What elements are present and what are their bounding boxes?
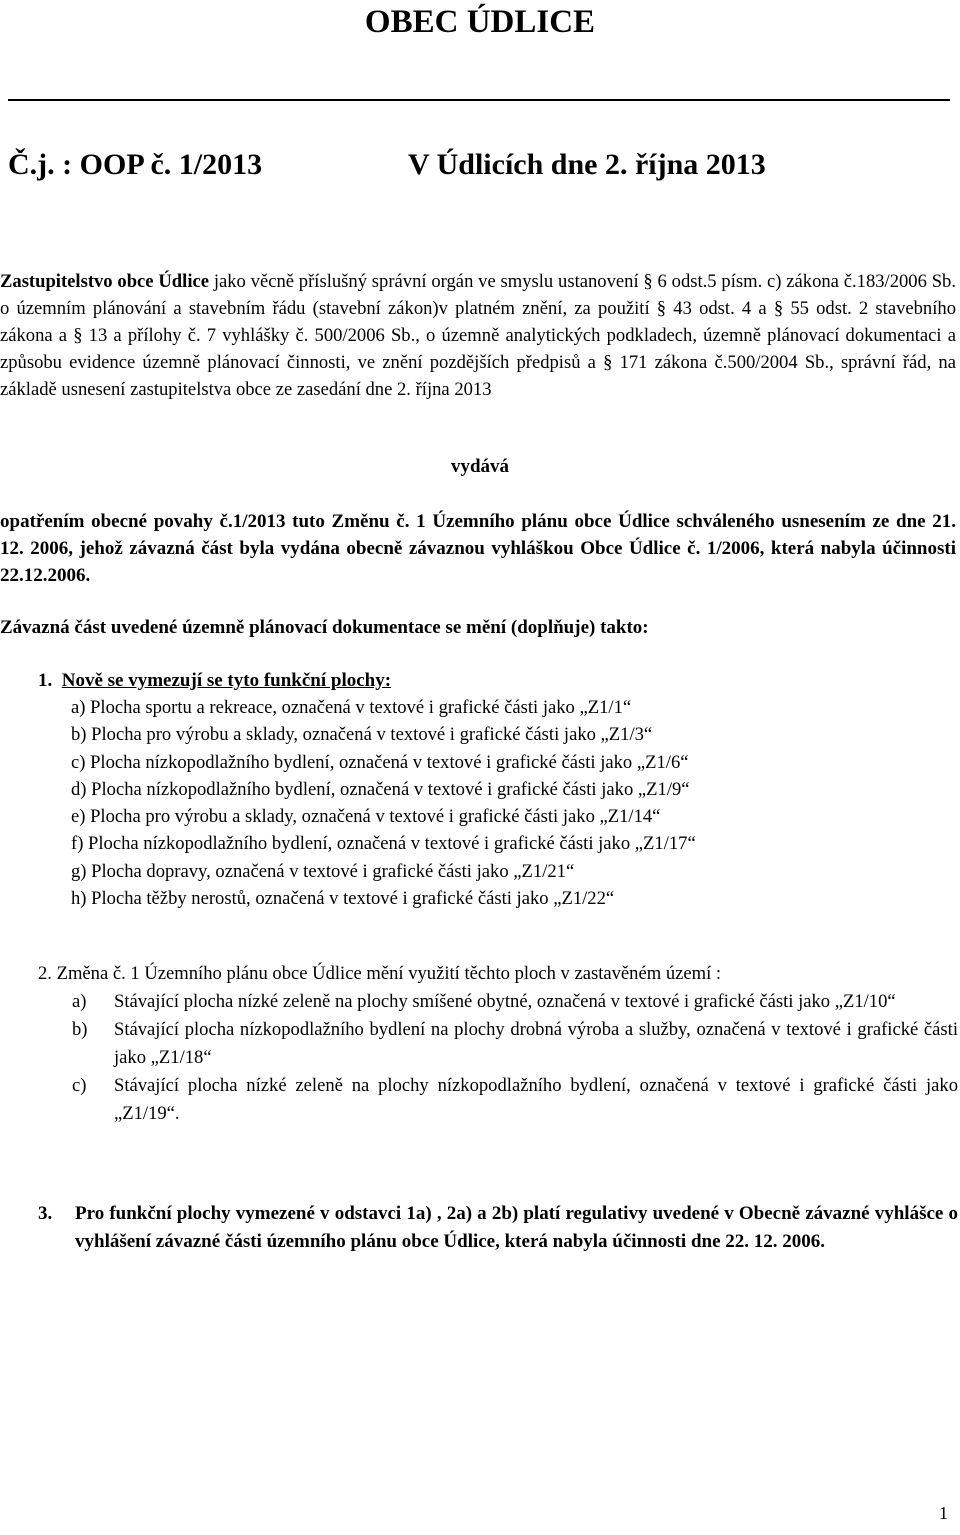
section-3 <box>38 1200 958 1256</box>
list-item-text: Stávající plocha nízké zeleně na plochy nízkopodlažního bydlení, označená v textové i grafické části jako „Z1/19“. <box>114 1075 958 1124</box>
decision-paragraph: opatřením obecné povahy č.1/2013 tuto Změnu č. 1 Územního plánu obce Údlice schváleného usnesením ze dne 21. 12. 2006, jehož závazná část byla vydána obecně závaznou vyhláškou Obce Údlice č. 1/2006, která nabyla účinnosti 22.12.2006. <box>0 511 956 586</box>
section-2-intro: 2. Změna č. 1 Územního plánu obce Údlice mění využití těchto ploch v zastavěném území : <box>38 963 722 984</box>
document-title: OBEC ÚDLICE <box>364 4 596 40</box>
list-item-text: Stávající plocha nízké zeleně na plochy smíšené obytné, označená v textové i grafické části jako „Z1/10“ <box>114 991 896 1012</box>
section-3-text: Pro funkční plochy vymezené v odstavci 1a) , 2a) a 2b) platí regulativy uvedené v Obecně závazné vyhlášce o vyhlášení závazné části územního plánu obce Údlice, která nabyla účinnosti dne 22. 12. 2006. <box>75 1203 958 1252</box>
section-1-heading <box>38 667 391 694</box>
list-item: d) Plocha nízkopodlažního bydlení, označená v textové i grafické části jako „Z1/9“ <box>71 778 690 800</box>
list-item: f) Plocha nízkopodlažního bydlení, označená v textové i grafické části jako „Z1/17“ <box>71 833 696 855</box>
title-underline-divider <box>8 99 950 101</box>
list-marker: b) <box>72 1019 88 1040</box>
list-item: c) Plocha nízkopodlažního bydlení, označená v textové i grafické části jako „Z1/6“ <box>71 751 689 773</box>
list-item: b) Plocha pro výrobu a sklady, označená v textové i grafické části jako „Z1/3“ <box>71 724 653 746</box>
issues-word: vydává <box>450 456 510 477</box>
list-item: a) Plocha sportu a rekreace, označená v textové i grafické části jako „Z1/1“ <box>71 697 632 718</box>
intro-text: jako věcně příslušný správní orgán ve smyslu ustanovení § 6 odst.5 písm. c) zákona č.183/2006 Sb. o územním plánování a stavebním řádu (stavební zákon)v platném znění, za použití § 43 odst. 4 a § 55 odst. 2 stavebního zákona a § 13 a přílohy č. 7 vyhlášky č. 500/2006 Sb., o územně analytických podkladech, územně plánovací dokumentaci a způsobu evidence územně plánovací činnosti, ve znění pozdějších předpisů a § 171 zákona č.500/2004 Sb., správní řád, na základě usnesení zastupitelstva obce ze zasedání dne 2. října 2013 <box>0 271 956 400</box>
list-marker: c) <box>72 1075 87 1096</box>
list-item <box>38 1016 958 1072</box>
list-marker: a) <box>72 991 87 1012</box>
reference-number: Č.j. : OOP č. 1/2013 <box>8 148 263 181</box>
binding-part-heading: Závazná část uvedené územně plánovací dokumentace se mění (doplňuje) takto: <box>0 617 649 638</box>
list-item: e) Plocha pro výrobu a sklady, označená v textové i grafické části jako „Z1/14“ <box>71 806 661 828</box>
list-item <box>38 1072 958 1128</box>
list-item: g) Plocha dopravy, označená v textové i grafické části jako „Z1/21“ <box>71 860 575 882</box>
section-3-number: 3. <box>38 1203 53 1224</box>
section-2 <box>38 960 958 1128</box>
list-item: h) Plocha těžby nerostů, označená v textové i grafické části jako „Z1/22“ <box>71 888 615 910</box>
list-item <box>38 988 958 1016</box>
section-1-number: 1. <box>38 670 53 691</box>
place-and-date: V Údlicích dne 2. října 2013 <box>408 148 766 181</box>
section-2-list <box>38 988 958 1128</box>
issuer-name: Zastupitelstvo obce Údlice <box>0 271 209 292</box>
intro-paragraph <box>0 268 956 403</box>
section-1-title: Nově se vymezují se tyto funkční plochy: <box>61 670 392 691</box>
section-1-list <box>71 694 696 912</box>
page-number: 1 <box>939 1503 948 1523</box>
list-item-text: Stávající plocha nízkopodlažního bydlení na plochy drobná výroba a služby, označená v textové i grafické části jako „Z1/18“ <box>114 1019 958 1068</box>
